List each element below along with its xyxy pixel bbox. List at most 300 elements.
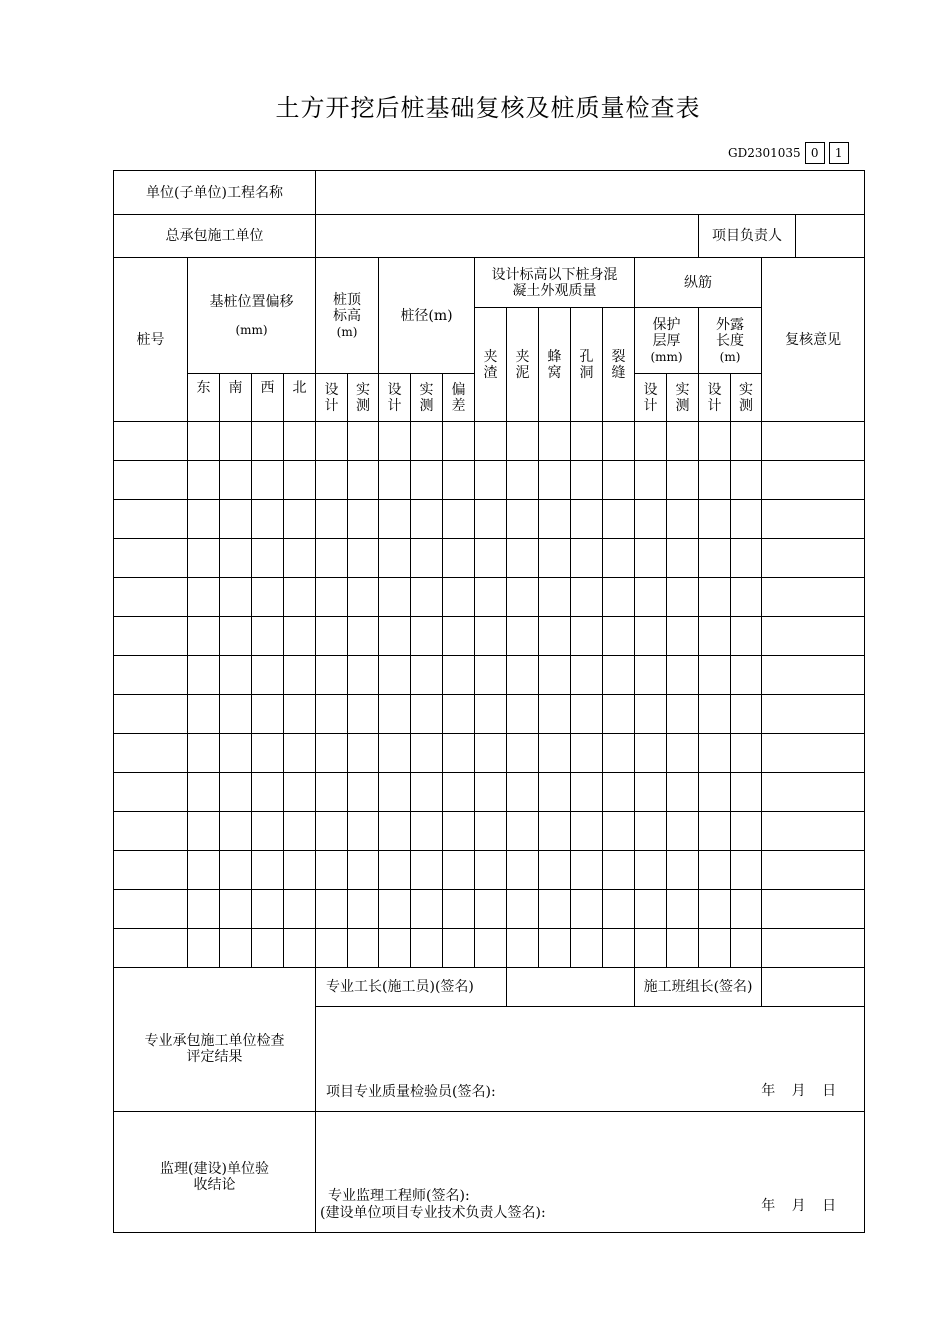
table-cell[interactable] bbox=[443, 617, 475, 656]
table-cell[interactable] bbox=[699, 617, 731, 656]
table-cell[interactable] bbox=[635, 422, 667, 461]
table-cell[interactable] bbox=[284, 656, 316, 695]
table-cell[interactable] bbox=[475, 500, 507, 539]
table-cell[interactable] bbox=[379, 812, 411, 851]
table-cell[interactable] bbox=[762, 656, 865, 695]
table-cell[interactable] bbox=[539, 695, 571, 734]
table-cell[interactable] bbox=[603, 422, 635, 461]
contractor-result-field[interactable] bbox=[316, 1007, 865, 1112]
table-cell[interactable] bbox=[188, 422, 220, 461]
table-cell[interactable] bbox=[699, 578, 731, 617]
table-cell[interactable] bbox=[699, 851, 731, 890]
table-cell[interactable] bbox=[699, 929, 731, 968]
table-cell[interactable] bbox=[762, 734, 865, 773]
table-cell[interactable] bbox=[635, 929, 667, 968]
table-cell[interactable] bbox=[188, 812, 220, 851]
supervision-date: 年 月 日 bbox=[761, 1198, 837, 1214]
table-cell[interactable] bbox=[571, 929, 603, 968]
offset-header bbox=[188, 258, 316, 374]
table-cell[interactable] bbox=[348, 617, 379, 656]
table-cell[interactable] bbox=[316, 773, 348, 812]
table-cell[interactable] bbox=[699, 500, 731, 539]
table-cell[interactable] bbox=[699, 734, 731, 773]
table-cell[interactable] bbox=[667, 656, 699, 695]
table-cell[interactable] bbox=[731, 422, 762, 461]
table-cell[interactable] bbox=[571, 812, 603, 851]
table-cell[interactable] bbox=[667, 539, 699, 578]
table-cell[interactable] bbox=[188, 500, 220, 539]
table-cell[interactable] bbox=[603, 617, 635, 656]
table-cell[interactable] bbox=[571, 539, 603, 578]
table-cell[interactable] bbox=[699, 890, 731, 929]
table-cell[interactable] bbox=[220, 422, 252, 461]
table-cell[interactable] bbox=[635, 695, 667, 734]
top-elev-measured-header: 实测 bbox=[348, 374, 379, 422]
table-cell[interactable] bbox=[114, 656, 188, 695]
table-cell[interactable] bbox=[348, 773, 379, 812]
form-code-box-1[interactable]: 0 bbox=[805, 142, 825, 164]
table-cell[interactable] bbox=[507, 812, 539, 851]
table-cell[interactable] bbox=[284, 812, 316, 851]
table-cell[interactable] bbox=[507, 929, 539, 968]
table-cell[interactable] bbox=[188, 851, 220, 890]
table-cell[interactable] bbox=[571, 773, 603, 812]
table-cell[interactable] bbox=[316, 851, 348, 890]
table-cell[interactable] bbox=[114, 617, 188, 656]
table-cell[interactable] bbox=[411, 500, 443, 539]
table-cell[interactable] bbox=[571, 500, 603, 539]
table-cell[interactable] bbox=[731, 890, 762, 929]
table-cell[interactable] bbox=[603, 773, 635, 812]
table-cell[interactable] bbox=[539, 461, 571, 500]
form-code-box-2[interactable]: 1 bbox=[829, 142, 849, 164]
table-cell[interactable] bbox=[252, 851, 284, 890]
table-cell[interactable] bbox=[667, 851, 699, 890]
team-leader-label: 施工班组长(签名) bbox=[635, 968, 762, 1007]
table-cell[interactable] bbox=[571, 734, 603, 773]
table-cell[interactable] bbox=[762, 890, 865, 929]
table-cell[interactable] bbox=[188, 617, 220, 656]
concrete-quality-header: 设计标高以下桩身混凝土外观质量 bbox=[475, 258, 635, 308]
table-cell[interactable] bbox=[316, 617, 348, 656]
table-cell[interactable] bbox=[284, 617, 316, 656]
table-cell[interactable] bbox=[114, 539, 188, 578]
table-cell[interactable] bbox=[731, 578, 762, 617]
table-cell[interactable] bbox=[316, 578, 348, 617]
table-cell[interactable] bbox=[507, 734, 539, 773]
table-cell[interactable] bbox=[507, 773, 539, 812]
table-cell[interactable] bbox=[762, 617, 865, 656]
table-cell[interactable] bbox=[507, 617, 539, 656]
table-cell[interactable] bbox=[475, 734, 507, 773]
table-cell[interactable] bbox=[507, 539, 539, 578]
table-cell[interactable] bbox=[507, 890, 539, 929]
table-cell[interactable] bbox=[475, 422, 507, 461]
table-cell[interactable] bbox=[731, 929, 762, 968]
table-cell[interactable] bbox=[731, 461, 762, 500]
table-cell[interactable] bbox=[762, 539, 865, 578]
table-cell[interactable] bbox=[252, 617, 284, 656]
table-cell[interactable] bbox=[635, 656, 667, 695]
table-cell[interactable] bbox=[348, 929, 379, 968]
table-cell[interactable] bbox=[731, 539, 762, 578]
table-cell[interactable] bbox=[252, 773, 284, 812]
table-cell[interactable] bbox=[379, 578, 411, 617]
table-cell[interactable] bbox=[188, 929, 220, 968]
table-cell[interactable] bbox=[252, 500, 284, 539]
table-cell[interactable] bbox=[316, 812, 348, 851]
table-cell[interactable] bbox=[699, 461, 731, 500]
table-cell[interactable] bbox=[252, 695, 284, 734]
table-cell[interactable] bbox=[571, 656, 603, 695]
table-cell[interactable] bbox=[443, 500, 475, 539]
table-cell[interactable] bbox=[284, 500, 316, 539]
table-cell[interactable] bbox=[348, 500, 379, 539]
table-cell[interactable] bbox=[762, 500, 865, 539]
table-cell[interactable] bbox=[411, 539, 443, 578]
table-cell[interactable] bbox=[539, 422, 571, 461]
table-cell[interactable] bbox=[411, 929, 443, 968]
table-cell[interactable] bbox=[220, 461, 252, 500]
table-cell[interactable] bbox=[316, 539, 348, 578]
table-cell[interactable] bbox=[443, 890, 475, 929]
table-cell[interactable] bbox=[507, 461, 539, 500]
table-cell[interactable] bbox=[284, 734, 316, 773]
table-cell[interactable] bbox=[507, 695, 539, 734]
table-cell[interactable] bbox=[603, 656, 635, 695]
table-cell[interactable] bbox=[114, 890, 188, 929]
table-cell[interactable] bbox=[635, 539, 667, 578]
table-cell[interactable] bbox=[667, 812, 699, 851]
table-cell[interactable] bbox=[635, 500, 667, 539]
table-cell[interactable] bbox=[635, 461, 667, 500]
table-cell[interactable] bbox=[443, 773, 475, 812]
table-cell[interactable] bbox=[188, 539, 220, 578]
table-cell[interactable] bbox=[316, 656, 348, 695]
table-cell[interactable] bbox=[507, 656, 539, 695]
table-cell[interactable] bbox=[603, 734, 635, 773]
table-cell[interactable] bbox=[411, 656, 443, 695]
table-cell[interactable] bbox=[316, 422, 348, 461]
table-cell[interactable] bbox=[539, 578, 571, 617]
table-cell[interactable] bbox=[348, 422, 379, 461]
table-cell[interactable] bbox=[348, 851, 379, 890]
table-cell[interactable] bbox=[252, 578, 284, 617]
table-cell[interactable] bbox=[667, 578, 699, 617]
table-cell[interactable] bbox=[284, 773, 316, 812]
table-cell[interactable] bbox=[114, 773, 188, 812]
table-cell[interactable] bbox=[379, 734, 411, 773]
table-cell[interactable] bbox=[762, 422, 865, 461]
table-cell[interactable] bbox=[475, 578, 507, 617]
table-cell[interactable] bbox=[411, 812, 443, 851]
table-cell[interactable] bbox=[252, 656, 284, 695]
table-cell[interactable] bbox=[762, 695, 865, 734]
table-cell[interactable] bbox=[699, 812, 731, 851]
table-cell[interactable] bbox=[731, 617, 762, 656]
table-cell[interactable] bbox=[411, 695, 443, 734]
table-cell[interactable] bbox=[252, 539, 284, 578]
table-cell[interactable] bbox=[443, 929, 475, 968]
table-cell[interactable] bbox=[220, 812, 252, 851]
table-cell[interactable] bbox=[316, 734, 348, 773]
table-cell[interactable] bbox=[571, 461, 603, 500]
table-cell[interactable] bbox=[667, 461, 699, 500]
table-cell[interactable] bbox=[667, 929, 699, 968]
table-cell[interactable] bbox=[411, 734, 443, 773]
table-cell[interactable] bbox=[316, 929, 348, 968]
table-cell[interactable] bbox=[603, 890, 635, 929]
table-cell[interactable] bbox=[379, 851, 411, 890]
table-cell[interactable] bbox=[443, 734, 475, 773]
table-cell[interactable] bbox=[379, 695, 411, 734]
table-cell[interactable] bbox=[220, 773, 252, 812]
table-cell[interactable] bbox=[379, 929, 411, 968]
table-cell[interactable] bbox=[252, 734, 284, 773]
table-cell[interactable] bbox=[571, 695, 603, 734]
table-cell[interactable] bbox=[220, 578, 252, 617]
table-cell[interactable] bbox=[220, 617, 252, 656]
table-cell[interactable] bbox=[635, 617, 667, 656]
table-cell[interactable] bbox=[603, 539, 635, 578]
table-cell[interactable] bbox=[411, 890, 443, 929]
table-cell[interactable] bbox=[475, 461, 507, 500]
table-cell[interactable] bbox=[316, 890, 348, 929]
table-cell[interactable] bbox=[475, 929, 507, 968]
table-cell[interactable] bbox=[411, 617, 443, 656]
south-header: 南 bbox=[220, 374, 252, 422]
table-cell[interactable] bbox=[188, 734, 220, 773]
table-cell[interactable] bbox=[475, 890, 507, 929]
table-cell[interactable] bbox=[284, 578, 316, 617]
table-cell[interactable] bbox=[443, 539, 475, 578]
table-cell[interactable] bbox=[443, 695, 475, 734]
table-cell[interactable] bbox=[348, 695, 379, 734]
table-cell[interactable] bbox=[571, 578, 603, 617]
table-cell[interactable] bbox=[667, 617, 699, 656]
supervision-conclusion-field[interactable] bbox=[316, 1112, 865, 1233]
table-cell[interactable] bbox=[252, 461, 284, 500]
table-cell[interactable] bbox=[699, 695, 731, 734]
table-cell[interactable] bbox=[284, 422, 316, 461]
table-cell[interactable] bbox=[731, 851, 762, 890]
table-cell[interactable] bbox=[220, 500, 252, 539]
table-cell[interactable] bbox=[284, 461, 316, 500]
table-cell[interactable] bbox=[699, 422, 731, 461]
project-manager-label: 项目负责人 bbox=[699, 215, 796, 257]
table-cell[interactable] bbox=[762, 461, 865, 500]
table-cell[interactable] bbox=[539, 773, 571, 812]
table-cell[interactable] bbox=[220, 890, 252, 929]
table-cell[interactable] bbox=[284, 851, 316, 890]
table-cell[interactable] bbox=[603, 578, 635, 617]
general-contractor-field[interactable] bbox=[316, 215, 699, 258]
table-cell[interactable] bbox=[114, 422, 188, 461]
table-cell[interactable] bbox=[443, 422, 475, 461]
table-cell[interactable] bbox=[284, 695, 316, 734]
table-cell[interactable] bbox=[507, 851, 539, 890]
table-cell[interactable] bbox=[539, 539, 571, 578]
table-cell[interactable] bbox=[667, 734, 699, 773]
table-cell[interactable] bbox=[348, 734, 379, 773]
table-cell[interactable] bbox=[635, 773, 667, 812]
table-cell[interactable] bbox=[762, 929, 865, 968]
table-cell[interactable] bbox=[699, 656, 731, 695]
table-cell[interactable] bbox=[379, 539, 411, 578]
project-name-field[interactable] bbox=[316, 171, 865, 215]
table-cell[interactable] bbox=[284, 539, 316, 578]
table-cell[interactable] bbox=[348, 890, 379, 929]
table-cell[interactable] bbox=[731, 695, 762, 734]
table-cell[interactable] bbox=[603, 929, 635, 968]
table-row bbox=[114, 461, 865, 500]
table-cell[interactable] bbox=[443, 851, 475, 890]
table-cell[interactable] bbox=[571, 617, 603, 656]
table-cell[interactable] bbox=[188, 695, 220, 734]
table-cell[interactable] bbox=[252, 890, 284, 929]
table-cell[interactable] bbox=[635, 812, 667, 851]
table-cell[interactable] bbox=[220, 656, 252, 695]
table-cell[interactable] bbox=[114, 734, 188, 773]
table-cell[interactable] bbox=[539, 812, 571, 851]
table-cell[interactable] bbox=[539, 617, 571, 656]
table-cell[interactable] bbox=[316, 461, 348, 500]
table-cell[interactable] bbox=[114, 812, 188, 851]
table-cell[interactable] bbox=[475, 617, 507, 656]
team-leader-signature-field[interactable] bbox=[762, 968, 865, 1007]
exposed-design-header: 设计 bbox=[699, 374, 731, 422]
table-cell[interactable] bbox=[411, 851, 443, 890]
table-cell[interactable] bbox=[699, 539, 731, 578]
table-cell[interactable] bbox=[411, 773, 443, 812]
table-cell[interactable] bbox=[443, 656, 475, 695]
table-cell[interactable] bbox=[379, 773, 411, 812]
table-cell[interactable] bbox=[379, 617, 411, 656]
table-cell[interactable] bbox=[220, 695, 252, 734]
table-cell[interactable] bbox=[443, 461, 475, 500]
table-cell[interactable] bbox=[188, 578, 220, 617]
table-cell[interactable] bbox=[667, 773, 699, 812]
table-cell[interactable] bbox=[252, 812, 284, 851]
table-cell[interactable] bbox=[603, 812, 635, 851]
foreman-signature-field[interactable] bbox=[507, 968, 635, 1007]
table-cell[interactable] bbox=[411, 578, 443, 617]
table-cell[interactable] bbox=[539, 656, 571, 695]
table-cell[interactable] bbox=[316, 695, 348, 734]
table-cell[interactable] bbox=[114, 695, 188, 734]
table-cell[interactable] bbox=[507, 500, 539, 539]
table-cell[interactable] bbox=[220, 851, 252, 890]
table-cell[interactable] bbox=[348, 812, 379, 851]
table-cell[interactable] bbox=[635, 734, 667, 773]
project-manager-field[interactable] bbox=[796, 215, 864, 257]
table-cell[interactable] bbox=[603, 851, 635, 890]
table-cell[interactable] bbox=[635, 851, 667, 890]
table-cell[interactable] bbox=[284, 929, 316, 968]
table-cell[interactable] bbox=[220, 734, 252, 773]
table-cell[interactable] bbox=[188, 890, 220, 929]
table-cell[interactable] bbox=[411, 461, 443, 500]
table-cell[interactable] bbox=[475, 851, 507, 890]
table-cell[interactable] bbox=[762, 578, 865, 617]
table-cell[interactable] bbox=[507, 422, 539, 461]
table-cell[interactable] bbox=[699, 773, 731, 812]
table-cell[interactable] bbox=[348, 656, 379, 695]
table-cell[interactable] bbox=[762, 851, 865, 890]
table-cell[interactable] bbox=[475, 773, 507, 812]
table-cell[interactable] bbox=[539, 929, 571, 968]
table-cell[interactable] bbox=[635, 890, 667, 929]
table-row bbox=[114, 578, 865, 617]
table-cell[interactable] bbox=[571, 422, 603, 461]
table-cell[interactable] bbox=[731, 734, 762, 773]
table-cell[interactable] bbox=[667, 422, 699, 461]
table-cell[interactable] bbox=[114, 500, 188, 539]
table-cell[interactable] bbox=[731, 773, 762, 812]
table-cell[interactable] bbox=[475, 539, 507, 578]
table-cell[interactable] bbox=[411, 422, 443, 461]
table-cell[interactable] bbox=[114, 461, 188, 500]
table-cell[interactable] bbox=[731, 812, 762, 851]
table-cell[interactable] bbox=[762, 773, 865, 812]
table-cell[interactable] bbox=[252, 929, 284, 968]
table-cell[interactable] bbox=[635, 578, 667, 617]
table-cell[interactable] bbox=[348, 539, 379, 578]
table-cell[interactable] bbox=[603, 500, 635, 539]
table-cell[interactable] bbox=[667, 890, 699, 929]
table-cell[interactable] bbox=[114, 929, 188, 968]
table-cell[interactable] bbox=[603, 695, 635, 734]
table-cell[interactable] bbox=[379, 422, 411, 461]
table-cell[interactable] bbox=[114, 851, 188, 890]
table-cell[interactable] bbox=[379, 500, 411, 539]
table-cell[interactable] bbox=[188, 773, 220, 812]
table-cell[interactable] bbox=[571, 851, 603, 890]
table-cell[interactable] bbox=[188, 656, 220, 695]
table-cell[interactable] bbox=[571, 890, 603, 929]
table-cell[interactable] bbox=[539, 734, 571, 773]
table-cell[interactable] bbox=[220, 539, 252, 578]
table-cell[interactable] bbox=[731, 500, 762, 539]
table-cell[interactable] bbox=[539, 890, 571, 929]
table-cell[interactable] bbox=[443, 812, 475, 851]
table-cell[interactable] bbox=[731, 656, 762, 695]
table-cell[interactable] bbox=[348, 461, 379, 500]
table-cell[interactable] bbox=[316, 500, 348, 539]
table-cell[interactable] bbox=[284, 890, 316, 929]
table-cell[interactable] bbox=[379, 461, 411, 500]
table-cell[interactable] bbox=[220, 929, 252, 968]
table-cell[interactable] bbox=[114, 578, 188, 617]
table-cell[interactable] bbox=[667, 695, 699, 734]
table-cell[interactable] bbox=[507, 578, 539, 617]
table-cell[interactable] bbox=[475, 656, 507, 695]
table-cell[interactable] bbox=[443, 578, 475, 617]
table-cell[interactable] bbox=[667, 500, 699, 539]
table-cell[interactable] bbox=[603, 461, 635, 500]
table-cell[interactable] bbox=[762, 812, 865, 851]
table-cell[interactable] bbox=[379, 890, 411, 929]
form-title: 土方开挖后桩基础复核及桩质量检查表 bbox=[275, 94, 701, 122]
table-cell[interactable] bbox=[539, 851, 571, 890]
table-cell[interactable] bbox=[475, 812, 507, 851]
table-cell[interactable] bbox=[348, 578, 379, 617]
table-cell[interactable] bbox=[252, 422, 284, 461]
table-cell[interactable] bbox=[475, 695, 507, 734]
table-cell[interactable] bbox=[188, 461, 220, 500]
table-cell[interactable] bbox=[379, 656, 411, 695]
table-cell[interactable] bbox=[539, 500, 571, 539]
